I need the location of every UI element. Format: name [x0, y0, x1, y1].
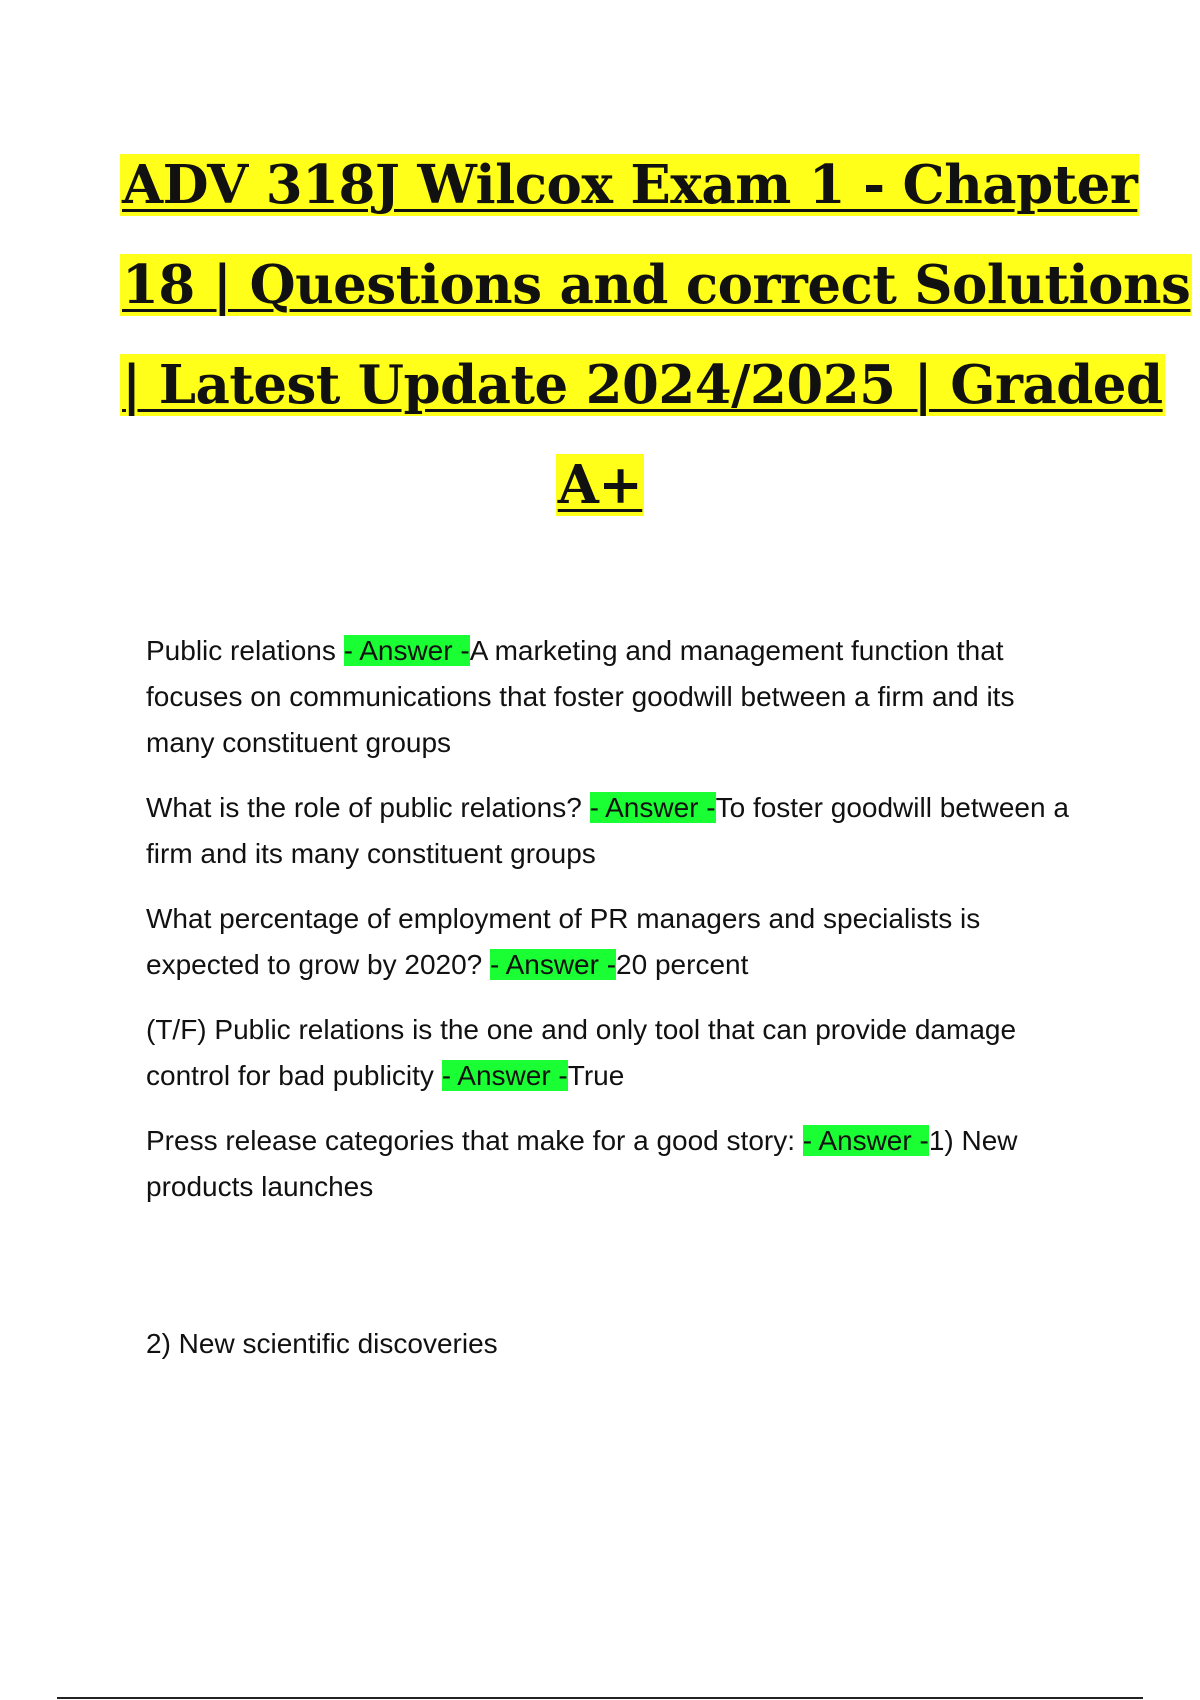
question-text: Press release categories that make for a good story:: [146, 1125, 803, 1156]
qa-item: [146, 628, 1086, 766]
answer-marker: - Answer -: [490, 949, 617, 980]
answer-text: 1) New products launches: [146, 1125, 1018, 1202]
continuation-text: 2) New scientific discoveries: [146, 1328, 498, 1359]
answer-marker: - Answer -: [343, 635, 470, 666]
answer-text: A marketing and management function that focuses on communications that foster goodwill between a firm and its many constituent groups: [146, 635, 1015, 758]
answer-marker: - Answer -: [802, 1125, 929, 1156]
question-text: What percentage of employment of PR managers and specialists is expected to grow by 2020?: [146, 903, 981, 980]
qa-item: [146, 1118, 1086, 1210]
blank-space: [146, 1229, 1086, 1321]
title-line: 18 | Questions and correct Solutions: [122, 254, 1191, 316]
title-line: A+: [557, 454, 643, 516]
answer-text: To foster goodwill between a firm and its many constituent groups: [146, 792, 1069, 869]
question-text: What is the role of public relations?: [146, 792, 590, 823]
answer-marker: - Answer -: [441, 1060, 568, 1091]
question-text: Public relations: [146, 635, 344, 666]
answer-marker: - Answer -: [589, 792, 716, 823]
qa-item: [146, 896, 1086, 988]
answer-text: 20 percent: [616, 949, 749, 980]
qa-list: [146, 628, 1086, 1367]
title-line: | Latest Update 2024/2025 | Graded: [122, 354, 1163, 416]
document-title: [120, 135, 1191, 535]
page-bottom-divider: [57, 1697, 1143, 1699]
qa-item: [146, 1007, 1086, 1099]
title-line: ADV 318J Wilcox Exam 1 - Chapter: [122, 154, 1138, 216]
question-text: (T/F) Public relations is the one and only tool that can provide damage control for bad publicity: [146, 1014, 1017, 1091]
answer-text: True: [567, 1060, 625, 1091]
qa-item: [146, 785, 1086, 877]
